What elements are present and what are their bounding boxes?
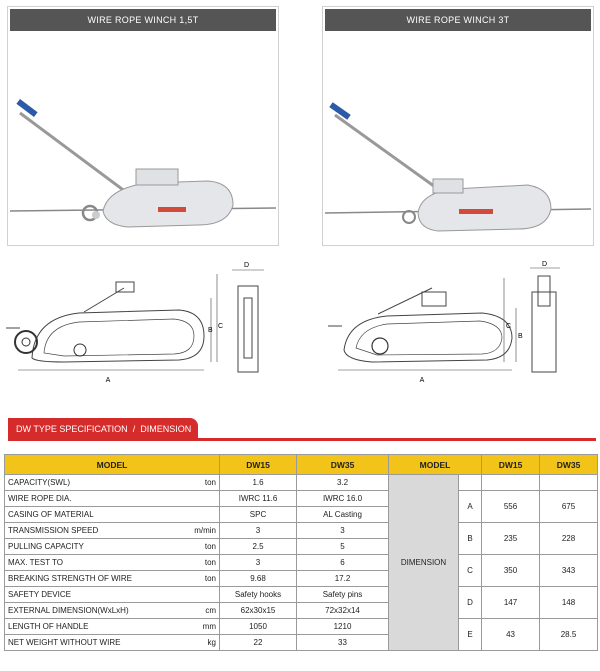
table-row	[5, 587, 598, 603]
cell-dw35: 6	[297, 555, 389, 571]
cell-dw35: AL Casting	[297, 507, 389, 523]
cell-dw35: 3	[297, 523, 389, 539]
dim-label-b: B	[208, 327, 213, 334]
table-header-row	[5, 455, 598, 475]
cell-dw15: 2.5	[220, 539, 297, 555]
row-label: EXTERNAL DIMENSION(WxLxH)	[8, 606, 129, 615]
dim-label-d: D	[244, 262, 250, 269]
row-unit: m/min	[194, 526, 216, 535]
panel-title: WIRE ROPE WINCH 1,5T	[10, 9, 276, 31]
row-unit: kg	[207, 638, 216, 647]
cell-dw15: 9.68	[220, 571, 297, 587]
cell-dw15: SPC	[220, 507, 297, 523]
cell-dw15: 3	[220, 555, 297, 571]
col-header-dw15-2: DW15	[482, 455, 540, 475]
cell-dw15: Safety hooks	[220, 587, 297, 603]
row-unit: mm	[202, 622, 216, 631]
section-header	[8, 418, 198, 440]
dim-label-d: D	[542, 261, 548, 268]
row-label: TRANSMISSION SPEED	[8, 526, 99, 535]
row-unit: ton	[204, 542, 216, 551]
row-label: MAX. TEST TO	[8, 558, 63, 567]
col-header-dw15: DW15	[220, 455, 297, 475]
row-label: SAFETY DEVICE	[8, 590, 71, 599]
cell-dw35: 3.2	[297, 475, 389, 491]
row-unit: cm	[205, 606, 216, 615]
winch-1-5t-image	[8, 33, 278, 245]
cell-dw15: 3	[220, 523, 297, 539]
dimension-dw15: 43	[482, 619, 540, 651]
dimension-dw35: 675	[540, 491, 598, 523]
col-header-dw35-2: DW35	[540, 455, 598, 475]
dimension-drawing-3t	[322, 258, 594, 388]
dimension-dw15: 350	[482, 555, 540, 587]
row-label: CAPACITY(SWL)	[8, 478, 71, 487]
cell-dw15: 1050	[220, 619, 297, 635]
section-title: DW TYPE SPECIFICATION	[16, 424, 128, 434]
dimension-key: E	[459, 619, 482, 651]
dimension-dw15: 556	[482, 491, 540, 523]
section-subtitle: DIMENSION	[140, 424, 192, 434]
col-header-dw35: DW35	[297, 455, 389, 475]
row-label: LENGTH OF HANDLE	[8, 622, 89, 631]
dim-label-c: C	[506, 323, 512, 330]
row-unit: ton	[204, 558, 216, 567]
col-header-model: MODEL	[5, 455, 220, 475]
table-row	[5, 491, 598, 507]
row-label: CASING OF MATERIAL	[8, 510, 94, 519]
section-divider: /	[132, 424, 136, 434]
dimension-key: D	[459, 587, 482, 619]
dimension-drawing-1-5t	[4, 258, 276, 388]
row-label: PULLING CAPACITY	[8, 542, 84, 551]
cell-dw35: 17.2	[297, 571, 389, 587]
dimension-dw35: 148	[540, 587, 598, 619]
product-panel-3t	[322, 6, 594, 246]
dimension-dw35: 228	[540, 523, 598, 555]
section-divider-line	[8, 438, 596, 441]
panel-title: WIRE ROPE WINCH 3T	[325, 9, 591, 31]
row-label: NET WEIGHT WITHOUT WIRE	[8, 638, 121, 647]
row-label: WIRE ROPE DIA.	[8, 494, 72, 503]
cell-dw35: IWRC 16.0	[297, 491, 389, 507]
dimension-key: B	[459, 523, 482, 555]
dim-label-a: A	[419, 377, 425, 384]
cell-dw35: 1210	[297, 619, 389, 635]
dimension-dw35: 28.5	[540, 619, 598, 651]
table-row	[5, 475, 598, 491]
row-unit: ton	[204, 574, 216, 583]
dim-label-a: A	[105, 377, 111, 384]
table-row	[5, 619, 598, 635]
spec-table	[4, 454, 598, 651]
cell-dw35: 5	[297, 539, 389, 555]
table-row	[5, 555, 598, 571]
cell-dw15: 22	[220, 635, 297, 651]
dimension-key: A	[459, 491, 482, 523]
dim-label-b: B	[518, 333, 523, 340]
dimension-key: C	[459, 555, 482, 587]
cell-dw35: 72x32x14	[297, 603, 389, 619]
dim-label-c: C	[218, 323, 224, 330]
dimension-dw15: 235	[482, 523, 540, 555]
cell-dw15: 62x30x15	[220, 603, 297, 619]
cell-dw15: IWRC 11.6	[220, 491, 297, 507]
cell-dw35: 33	[297, 635, 389, 651]
dimension-dw35: 343	[540, 555, 598, 587]
table-row	[5, 523, 598, 539]
col-header-model-2: MODEL	[389, 455, 482, 475]
dimension-dw15: 147	[482, 587, 540, 619]
winch-3t-image	[323, 33, 593, 245]
row-unit: ton	[204, 478, 216, 487]
product-panel-1-5t	[7, 6, 279, 246]
cell-dw15: 1.6	[220, 475, 297, 491]
dimension-label: DIMENSION	[389, 475, 459, 651]
cell-dw35: Safety pins	[297, 587, 389, 603]
row-label: BREAKING STRENGTH OF WIRE	[8, 574, 133, 583]
